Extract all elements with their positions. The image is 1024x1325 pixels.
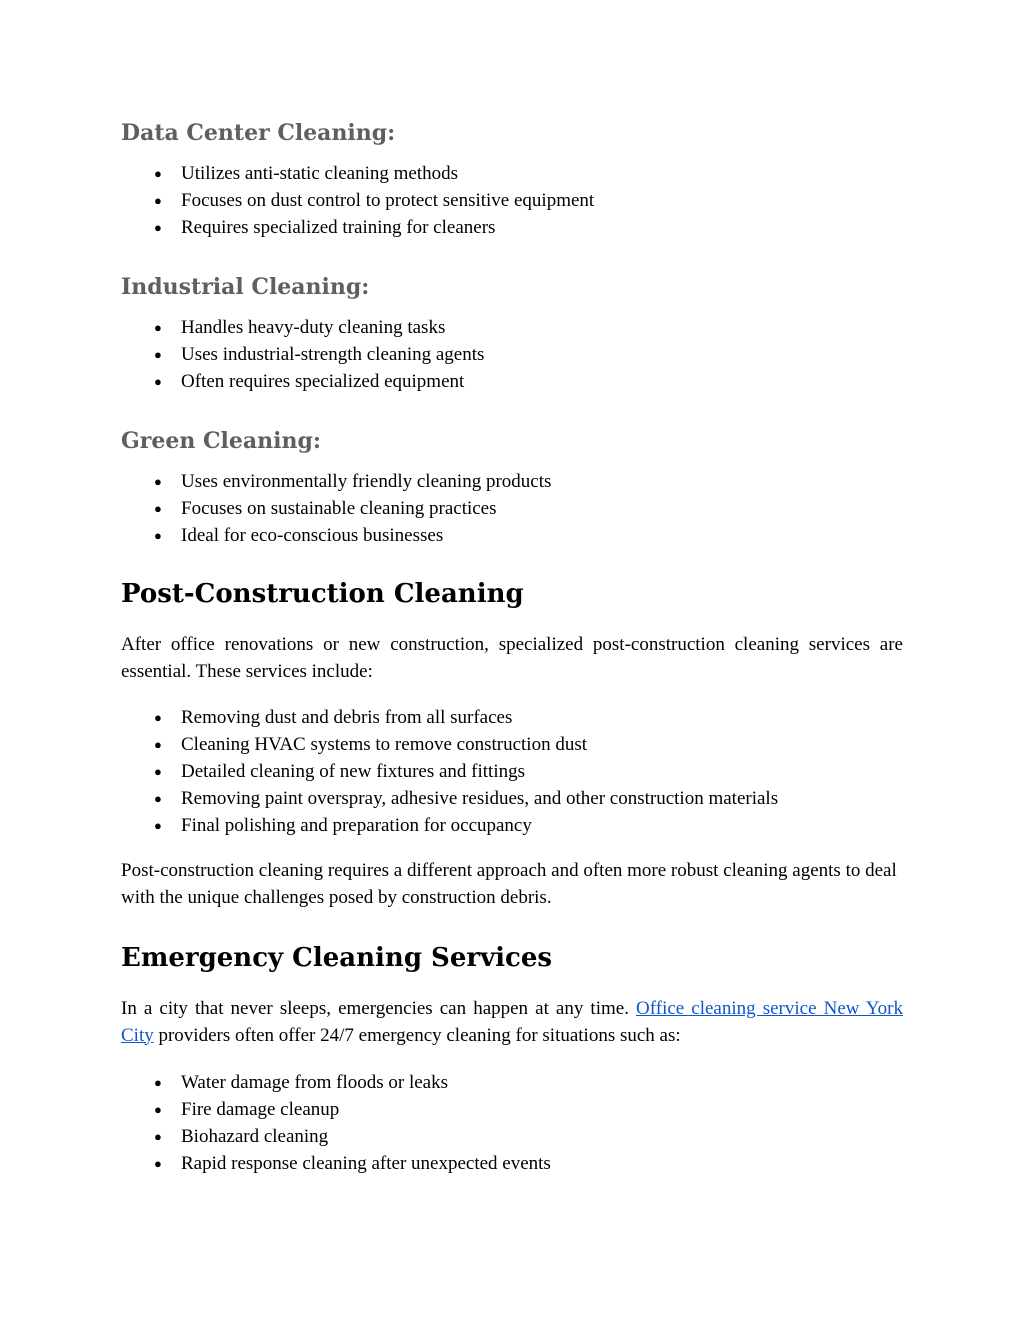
bullet-icon: ●: [154, 474, 162, 489]
emergency-intro: In a city that never sleeps, emergencies can happen at any time. Office cleaning service New York City providers often offer 24/7 emergency cleaning for situations such as:: [121, 998, 903, 1046]
list-item: ● Detailed cleaning of new fixtures and fittings: [121, 758, 903, 785]
data-center-heading: Data Center Cleaning:: [121, 120, 396, 146]
bullet-icon: ●: [154, 1102, 162, 1117]
bullet-icon: ●: [154, 220, 162, 235]
list-item: ● Biohazard cleaning: [121, 1123, 903, 1150]
bullet-icon: ●: [154, 193, 162, 208]
data-center-list: [121, 160, 903, 241]
bullet-icon: ●: [154, 764, 162, 779]
bullet-icon: ●: [154, 737, 162, 752]
bullet-icon: ●: [154, 320, 162, 335]
industrial-list: [121, 314, 903, 395]
list-item: ● Cleaning HVAC systems to remove construction dust: [121, 731, 903, 758]
post-construction-heading: Post-Construction Cleaning: [121, 579, 524, 609]
bullet-icon: ●: [154, 1129, 162, 1144]
office-cleaning-link[interactable]: Office cleaning service New York City: [121, 998, 903, 1046]
post-construction-intro: After office renovations or new construction, specialized post-construction cleaning services are essential. These services include:: [121, 634, 903, 682]
green-heading: Green Cleaning:: [121, 428, 321, 454]
bullet-icon: ●: [154, 528, 162, 543]
bullet-icon: ●: [154, 818, 162, 833]
list-item: ● Removing dust and debris from all surfaces: [121, 704, 903, 731]
list-item: ● Often requires specialized equipment: [121, 368, 903, 395]
list-item: ● Water damage from floods or leaks: [121, 1069, 903, 1096]
emergency-heading: Emergency Cleaning Services: [121, 943, 553, 973]
list-item: ● Uses industrial-strength cleaning agents: [121, 341, 903, 368]
list-item: ● Ideal for eco-conscious businesses: [121, 522, 903, 549]
list-item: ● Utilizes anti-static cleaning methods: [121, 160, 903, 187]
bullet-icon: ●: [154, 791, 162, 806]
bullet-icon: ●: [154, 1075, 162, 1090]
document-page: [121, 110, 903, 1177]
post-construction-outro: Post-construction cleaning requires a different approach and often more robust cleaning agents to deal with the unique challenges posed by construction debris.: [121, 860, 897, 908]
post-construction-list: [121, 704, 903, 839]
bullet-icon: ●: [154, 1156, 162, 1171]
bullet-icon: ●: [154, 501, 162, 516]
list-item: ● Focuses on sustainable cleaning practices: [121, 495, 903, 522]
list-item: ● Handles heavy-duty cleaning tasks: [121, 314, 903, 341]
bullet-icon: ●: [154, 166, 162, 181]
list-item: ● Removing paint overspray, adhesive residues, and other construction materials: [121, 785, 903, 812]
list-item: ● Focuses on dust control to protect sensitive equipment: [121, 187, 903, 214]
list-item: ● Rapid response cleaning after unexpected events: [121, 1150, 903, 1177]
green-list: [121, 468, 903, 549]
list-item: ● Fire damage cleanup: [121, 1096, 903, 1123]
list-item: ● Uses environmentally friendly cleaning products: [121, 468, 903, 495]
bullet-icon: ●: [154, 347, 162, 362]
list-item: ● Requires specialized training for cleaners: [121, 214, 903, 241]
bullet-icon: ●: [154, 710, 162, 725]
industrial-heading: Industrial Cleaning:: [121, 274, 370, 300]
bullet-icon: ●: [154, 374, 162, 389]
emergency-list: [121, 1069, 903, 1177]
list-item: ● Final polishing and preparation for occupancy: [121, 812, 903, 839]
